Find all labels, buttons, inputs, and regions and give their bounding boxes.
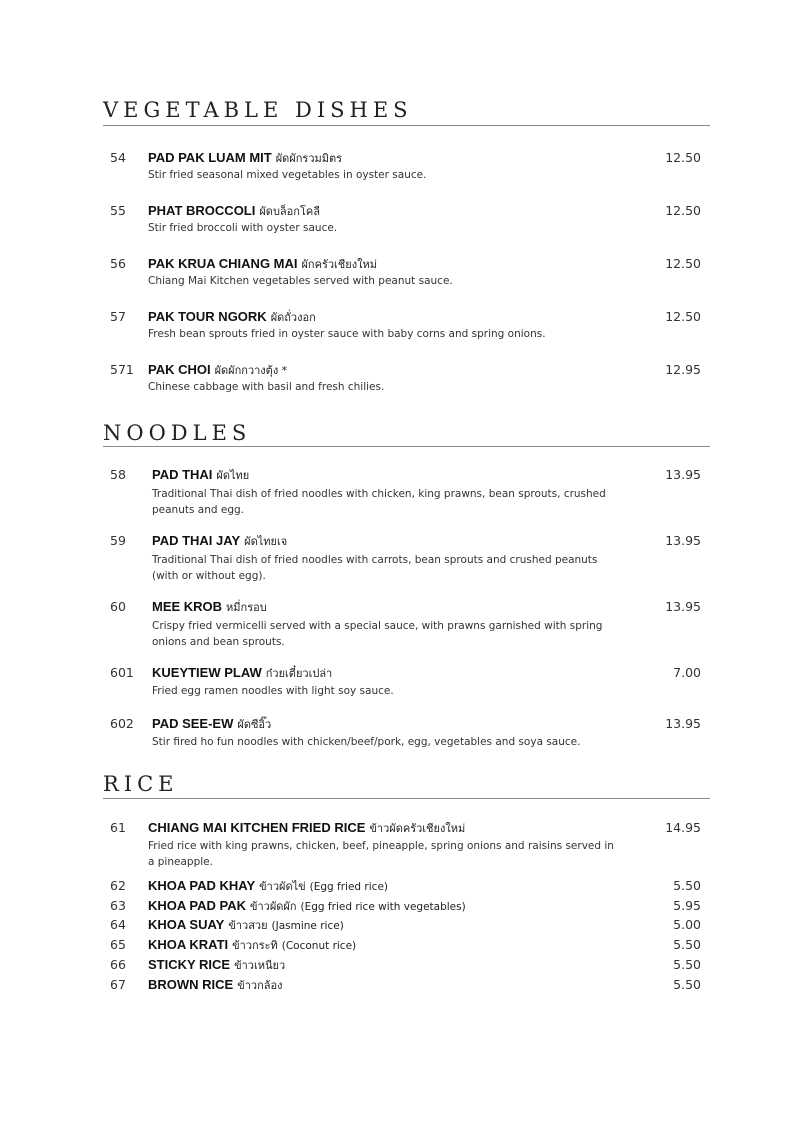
item-english-name: PAD PAK LUAM MIT [148,150,272,165]
item-thai-name: ข้าวเหนียว [234,959,286,972]
item-english-name: PAK CHOI [148,362,211,377]
item-thai-name: ผัดผักรวมมิตร [275,152,343,165]
item-price: 5.00 [673,917,701,932]
item-name [148,917,344,934]
item-name [152,665,332,682]
item-thai-name: ก๋วยเตี๋ยวเปล่า [265,667,333,680]
item-name [152,533,287,550]
item-thai-name: ข้าวกระทิ [232,939,278,952]
item-description: Traditional Thai dish of fried noodles with carrots, bean sprouts and crushed peanuts (with or without egg). [152,554,598,582]
item-name [152,716,271,733]
section-divider [103,125,710,126]
item-price: 13.95 [665,533,701,548]
item-description: Fried egg ramen noodles with light soy sauce. [152,685,394,697]
item-description: Fried rice with king prawns, chicken, beef, pineapple, spring onions and raisins served in a pineapple. [148,840,614,868]
item-price: 13.95 [665,716,701,731]
item-number: 61 [110,820,126,835]
item-thai-name: ข้าวผัดครัวเชียงใหม่ [369,822,466,835]
item-number: 64 [110,917,126,932]
item-description: Stir fried broccoli with oyster sauce. [148,222,338,234]
item-price: 5.50 [673,937,701,952]
item-name [148,977,282,994]
item-english-name: KUEYTIEW PLAW [152,665,262,680]
item-description: Chinese cabbage with basil and fresh chilies. [148,381,385,393]
item-name [148,878,388,895]
item-thai-name: หมี่กรอบ [226,601,267,614]
item-thai-name: ผัดไทย [216,469,250,482]
item-name [152,467,249,484]
item-price: 12.50 [665,203,701,218]
item-number: 58 [110,467,126,482]
item-number: 571 [110,362,134,377]
item-english-name: PAD THAI [152,467,213,482]
item-thai-name: ข้าวผัดผัก [249,900,297,913]
item-name [148,957,285,974]
item-price: 12.95 [665,362,701,377]
item-number: 54 [110,150,126,165]
item-description: Fresh bean sprouts fried in oyster sauce with baby corns and spring onions. [148,328,546,340]
section-title-rice: RICE [103,772,179,796]
item-number: 59 [110,533,126,548]
item-note: (Egg fried rice with vegetables) [300,901,466,913]
item-note: (Coconut rice) [281,940,357,952]
item-english-name: KHOA KRATI [148,937,229,952]
section-title-noodles: NOODLES [103,421,252,445]
item-price: 12.50 [665,309,701,324]
item-name [148,898,466,915]
item-price: 12.50 [665,150,701,165]
item-price: 5.50 [673,957,701,972]
item-number: 62 [110,878,126,893]
item-english-name: STICKY RICE [148,957,231,972]
item-english-name: BROWN RICE [148,977,234,992]
item-name [148,203,320,220]
item-thai-name: ผัดซีอิ๊ว [237,718,272,731]
item-english-name: PAD SEE-EW [152,716,234,731]
item-thai-name: ข้าวกล้อง [237,979,283,992]
item-english-name: PAK KRUA CHIANG MAI [148,256,298,271]
item-english-name: MEE KROB [152,599,223,614]
item-thai-name: ข้าวสวย [228,919,268,932]
item-number: 63 [110,898,126,913]
item-name [152,599,267,616]
item-name [148,937,356,954]
item-description: Chiang Mai Kitchen vegetables served with peanut sauce. [148,275,453,287]
item-thai-name: ผักครัวเชียงใหม่ [301,258,377,271]
section-divider [103,798,710,799]
item-price: 13.95 [665,599,701,614]
item-thai-name: ผัดบล็อกโคลี [259,205,320,218]
item-description: Traditional Thai dish of fried noodles with chicken, king prawns, bean sprouts, crushed peanuts and egg. [152,488,606,516]
item-english-name: PAK TOUR NGORK [148,309,267,324]
item-price: 7.00 [673,665,701,680]
item-number: 67 [110,977,126,992]
item-thai-name: ผัดถั่วงอก [270,311,316,324]
item-number: 601 [110,665,134,680]
item-english-name: CHIANG MAI KITCHEN FRIED RICE [148,820,366,835]
item-number: 57 [110,309,126,324]
item-number: 55 [110,203,126,218]
item-number: 56 [110,256,126,271]
item-name [148,820,465,837]
item-price: 5.50 [673,878,701,893]
item-note: (Jasmine rice) [271,920,344,932]
item-thai-name: ข้าวผัดไข่ [259,880,306,893]
item-note: (Egg fried rice) [309,881,388,893]
item-english-name: KHOA PAD KHAY [148,878,256,893]
item-price: 5.95 [673,898,701,913]
item-description: Crispy fried vermicelli served with a special sauce, with prawns garnished with spring onions and bean sprouts. [152,620,603,648]
item-name [148,362,287,379]
item-number: 66 [110,957,126,972]
item-price: 13.95 [665,467,701,482]
item-english-name: PAD THAI JAY [152,533,241,548]
item-name [148,309,316,326]
item-number: 602 [110,716,134,731]
item-number: 65 [110,937,126,952]
section-divider [103,446,710,447]
item-name [148,150,342,167]
item-price: 12.50 [665,256,701,271]
item-english-name: KHOA SUAY [148,917,225,932]
item-english-name: KHOA PAD PAK [148,898,246,913]
item-number: 60 [110,599,126,614]
item-description: Stir fried seasonal mixed vegetables in oyster sauce. [148,169,427,181]
item-english-name: PHAT BROCCOLI [148,203,256,218]
item-price: 5.50 [673,977,701,992]
item-description: Stir fired ho fun noodles with chicken/beef/pork, egg, vegetables and soya sauce. [152,736,581,748]
section-title-vegetable-dishes: VEGETABLE DISHES [103,98,413,122]
item-price: 14.95 [665,820,701,835]
item-thai-name: ผัดผักกวางตุ้ง * [214,364,288,377]
item-thai-name: ผัดไทยเจ [244,535,288,548]
item-name [148,256,377,273]
